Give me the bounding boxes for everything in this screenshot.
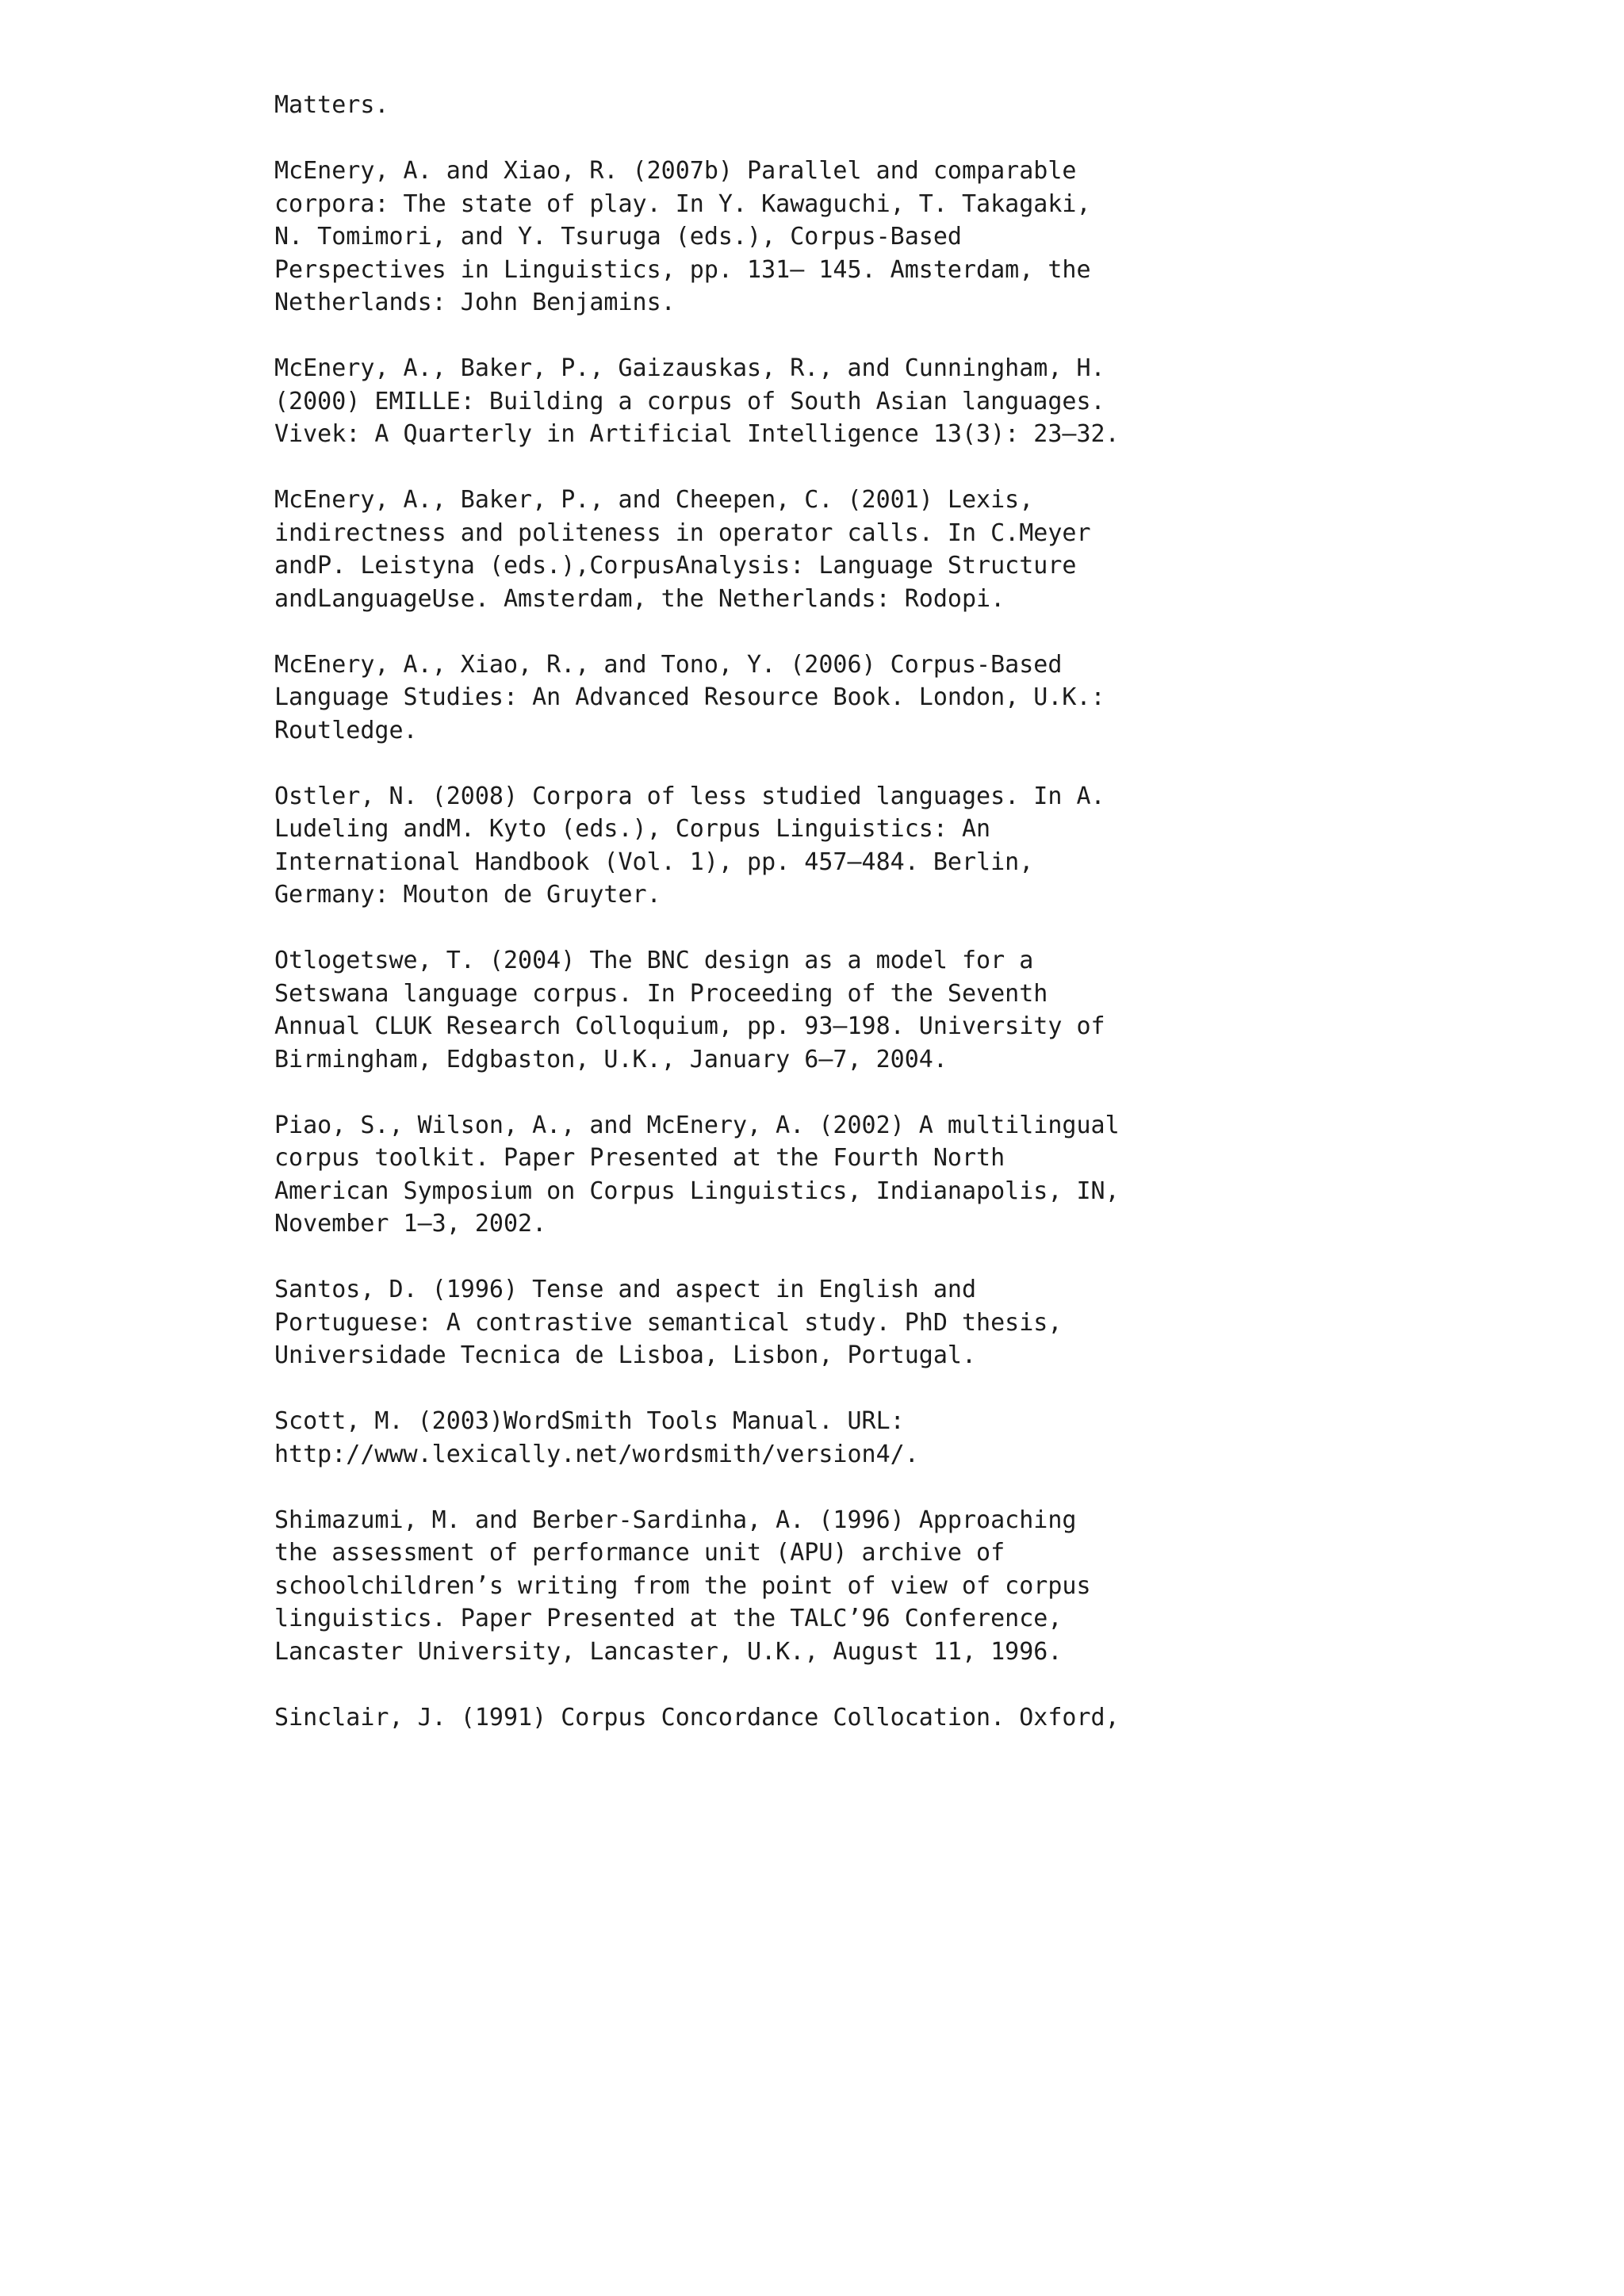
reference-line: Language Studies: An Advanced Resource Book. London, U.K.: xyxy=(274,683,1105,711)
reference-line: Germany: Mouton de Gruyter. xyxy=(274,881,661,909)
reference-line: Vivek: A Quarterly in Artificial Intelligence 13(3): 23–32. xyxy=(274,420,1120,448)
reference-line: corpora: The state of play. In Y. Kawaguchi, T. Takagaki, xyxy=(274,189,1091,218)
reference-line: Matters. xyxy=(274,91,389,119)
reference-line: corpus toolkit. Paper Presented at the Fourth North xyxy=(274,1144,1005,1172)
reference-line: indirectness and politeness in operator calls. In C.Meyer xyxy=(274,519,1091,547)
reference-entry xyxy=(274,944,1424,1076)
reference-line: Lancaster University, Lancaster, U.K., August 11, 1996. xyxy=(274,1637,1063,1666)
reference-line: Ostler, N. (2008) Corpora of less studied languages. In A. xyxy=(274,782,1105,810)
reference-entry xyxy=(274,780,1424,912)
reference-line: schoolchildren’s writing from the point of view of corpus xyxy=(274,1571,1091,1600)
reference-entry xyxy=(274,352,1424,451)
reference-line: November 1–3, 2002. xyxy=(274,1210,547,1238)
reference-entry xyxy=(274,1109,1424,1241)
reference-entry xyxy=(274,1504,1424,1669)
reference-line: linguistics. Paper Presented at the TALC’96 Conference, xyxy=(274,1605,1063,1632)
reference-line: Netherlands: John Benjamins. xyxy=(274,289,676,316)
reference-line: Perspectives in Linguistics, pp. 131– 145. Amsterdam, the xyxy=(274,255,1091,284)
reference-line: Birmingham, Edgbaston, U.K., January 6–7, 2004. xyxy=(274,1045,948,1073)
reference-entry xyxy=(274,155,1424,320)
reference-line: N. Tomimori, and Y. Tsuruga (eds.), Corpus-Based xyxy=(274,223,962,251)
reference-line: McEnery, A., Baker, P., and Cheepen, C. (2001) Lexis, xyxy=(274,486,1034,514)
reference-line: Universidade Tecnica de Lisboa, Lisbon, Portugal. xyxy=(274,1341,977,1369)
reference-entry xyxy=(274,484,1424,615)
reference-line: Santos, D. (1996) Tense and aspect in English and xyxy=(274,1276,977,1303)
reference-line: Piao, S., Wilson, A., and McEnery, A. (2002) A multilingual xyxy=(274,1111,1120,1139)
reference-line: McEnery, A., Xiao, R., and Tono, Y. (2006) Corpus-Based xyxy=(274,650,1063,679)
reference-line: Portuguese: A contrastive semantical study. PhD thesis, xyxy=(274,1308,1063,1337)
reference-line: http://www.lexically.net/wordsmith/version4/. xyxy=(274,1440,919,1468)
reference-line: the assessment of performance unit (APU) archive of xyxy=(274,1539,1005,1567)
reference-line: McEnery, A., Baker, P., Gaizauskas, R., and Cunningham, H. xyxy=(274,354,1105,382)
reference-entry xyxy=(274,1273,1424,1372)
reference-line: Ludeling andM. Kyto (eds.), Corpus Linguistics: An xyxy=(274,815,991,843)
reference-line: andP. Leistyna (eds.),CorpusAnalysis: Language Structure xyxy=(274,552,1077,580)
reference-list xyxy=(274,89,1424,1767)
reference-line: Setswana language corpus. In Proceeding of the Seventh xyxy=(274,979,1048,1008)
reference-line: Sinclair, J. (1991) Corpus Concordance Collocation. Oxford, xyxy=(274,1703,1120,1732)
reference-line: Annual CLUK Research Colloquium, pp. 93–198. University of xyxy=(274,1012,1105,1040)
reference-line: (2000) EMILLE: Building a corpus of South Asian languages. xyxy=(274,387,1105,415)
reference-line: andLanguageUse. Amsterdam, the Netherlands: Rodopi. xyxy=(274,584,1005,613)
reference-entry xyxy=(274,1405,1424,1471)
reference-entry xyxy=(274,89,1424,122)
reference-line: Scott, M. (2003)WordSmith Tools Manual. URL: xyxy=(274,1407,905,1435)
reference-entry xyxy=(274,649,1424,748)
reference-line: International Handbook (Vol. 1), pp. 457–484. Berlin, xyxy=(274,848,1034,876)
reference-line: Otlogetswe, T. (2004) The BNC design as a model for a xyxy=(274,947,1034,974)
reference-entry xyxy=(274,1701,1424,1735)
reference-line: Routledge. xyxy=(274,716,418,744)
reference-line: American Symposium on Corpus Linguistics, Indianapolis, IN, xyxy=(274,1177,1120,1205)
reference-line: McEnery, A. and Xiao, R. (2007b) Parallel and comparable xyxy=(274,157,1077,185)
reference-line: Shimazumi, M. and Berber-Sardinha, A. (1996) Approaching xyxy=(274,1506,1077,1534)
